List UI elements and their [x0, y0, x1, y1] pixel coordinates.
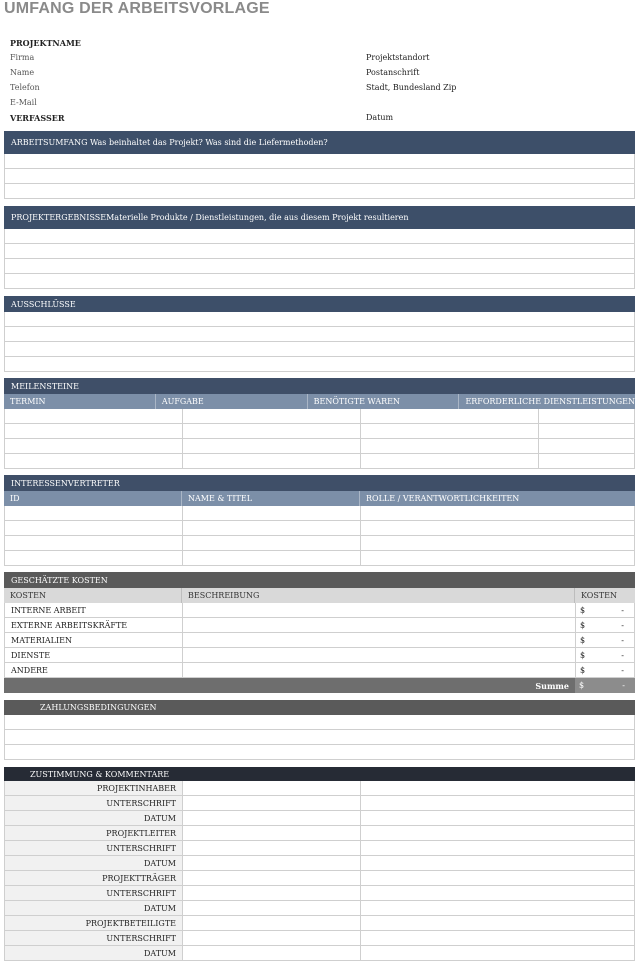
table-cell[interactable] [183, 439, 361, 453]
table-cell[interactable] [361, 409, 539, 423]
table-cell[interactable] [539, 409, 634, 423]
table-cell[interactable] [361, 536, 634, 550]
cost-amount: - [621, 620, 624, 630]
approval-row [4, 871, 635, 886]
project-name-label: PROJEKTNAME [10, 38, 81, 48]
approval-label: DATUM [5, 901, 183, 915]
milestones-rows [4, 409, 635, 469]
payment-row[interactable] [4, 715, 635, 730]
table-cell[interactable] [183, 506, 361, 520]
table-row [4, 424, 635, 439]
approval-input[interactable] [183, 826, 361, 840]
cost-value[interactable] [576, 663, 634, 677]
approval-label: UNTERSCHRIFT [5, 886, 183, 900]
cost-amount: - [621, 665, 624, 675]
exclusions-rows [4, 312, 635, 372]
table-cell[interactable] [183, 424, 361, 438]
table-cell[interactable] [361, 521, 634, 535]
approval-label: UNTERSCHRIFT [5, 931, 183, 945]
cost-value[interactable] [576, 603, 634, 617]
cost-value[interactable] [576, 633, 634, 647]
cost-label: INTERNE ARBEIT [5, 603, 183, 617]
table-cell[interactable] [5, 551, 183, 565]
approval-row [4, 856, 635, 871]
table-cell[interactable] [183, 454, 361, 468]
approval-comment[interactable] [361, 871, 634, 885]
cost-description[interactable] [183, 648, 576, 662]
currency-symbol: $ [580, 605, 586, 615]
cost-label: EXTERNE ARBEITSKRÄFTE [5, 618, 183, 632]
approval-input[interactable] [183, 811, 361, 825]
column-erforderliche-dienstleistungen: ERFORDERLICHE DIENSTLEISTUNGEN [465, 397, 635, 406]
cost-row [4, 663, 635, 678]
column-name-titel: NAME & TITEL [182, 491, 360, 506]
cost-label: ANDERE [5, 663, 183, 677]
city-state-zip-field[interactable]: Stadt, Bundesland Zip [366, 83, 457, 92]
deliverables-row[interactable] [4, 259, 635, 274]
currency-symbol: $ [580, 635, 586, 645]
stakeholders-header: INTERESSENVERTRETER [4, 475, 635, 491]
approval-comment[interactable] [361, 886, 634, 900]
approval-label: PROJEKTBETEILIGTE [5, 916, 183, 930]
column-id: ID [4, 491, 182, 506]
approval-comment[interactable] [361, 946, 634, 960]
scope-row[interactable] [4, 184, 635, 199]
payment-terms-rows [4, 715, 635, 760]
postal-address-field[interactable]: Postanschrift [366, 68, 420, 77]
payment-terms-header: ZAHLUNGSBEDINGUNGEN [4, 700, 635, 715]
approval-row [4, 796, 635, 811]
column-benoetigte-waren: BENÖTIGTE WAREN [308, 394, 460, 409]
cost-row [4, 603, 635, 618]
table-cell[interactable] [5, 454, 183, 468]
cost-description[interactable] [183, 633, 576, 647]
table-cell[interactable] [5, 409, 183, 423]
payment-row[interactable] [4, 730, 635, 745]
approval-row [4, 946, 635, 961]
currency-symbol: $ [580, 650, 586, 660]
table-row [4, 439, 635, 454]
approval-header: ZUSTIMMUNG & KOMMENTARE [4, 767, 635, 781]
column-beschreibung: BESCHREIBUNG [182, 588, 575, 603]
scope-header: ARBEITSUMFANG Was beinhaltet das Projekt? Was sind die Liefermethoden? [4, 131, 635, 154]
column-kosten: KOSTEN [4, 588, 182, 603]
cost-description[interactable] [183, 618, 576, 632]
approval-row [4, 841, 635, 856]
table-cell[interactable] [5, 439, 183, 453]
table-row [4, 409, 635, 424]
name-field[interactable]: Name [10, 68, 35, 77]
approval-input[interactable] [183, 901, 361, 915]
column-aufgabe: AUFGABE [156, 394, 308, 409]
table-cell[interactable] [183, 551, 361, 565]
deliverables-row[interactable] [4, 274, 635, 289]
exclusions-row[interactable] [4, 342, 635, 357]
table-cell[interactable] [5, 424, 183, 438]
table-cell[interactable] [361, 439, 539, 453]
approval-row [4, 781, 635, 796]
table-row [4, 551, 635, 566]
approval-row [4, 916, 635, 931]
deliverables-header: PROJEKTERGEBNISSEMaterielle Produkte / Dienstleistungen, die aus diesem Projekt resultieren [4, 206, 635, 229]
deliverables-rows [4, 229, 635, 289]
column-termin: TERMIN [4, 394, 156, 409]
approval-comment[interactable] [361, 931, 634, 945]
cost-label: MATERIALIEN [5, 633, 183, 647]
approval-comment[interactable] [361, 841, 634, 855]
approval-input[interactable] [183, 931, 361, 945]
currency-symbol: $ [580, 620, 586, 630]
table-cell[interactable] [361, 551, 634, 565]
table-cell[interactable] [5, 536, 183, 550]
scope-row[interactable] [4, 169, 635, 184]
approval-row [4, 886, 635, 901]
approval-input[interactable] [183, 916, 361, 930]
approval-comment[interactable] [361, 916, 634, 930]
approval-label: DATUM [5, 811, 183, 825]
approval-input[interactable] [183, 781, 361, 795]
approval-comment[interactable] [361, 781, 634, 795]
milestones-header: MEILENSTEINE [4, 378, 635, 394]
currency-symbol: $ [580, 665, 586, 675]
table-cell[interactable] [361, 454, 539, 468]
cost-row [4, 618, 635, 633]
table-row [4, 506, 635, 521]
deliverables-row[interactable] [4, 229, 635, 244]
table-cell[interactable] [539, 424, 634, 438]
table-cell[interactable] [5, 521, 183, 535]
table-cell[interactable] [361, 506, 634, 520]
scope-rows [4, 154, 635, 199]
table-cell[interactable] [183, 409, 361, 423]
column-rolle: ROLLE / VERANTWORTLICHKEITEN [366, 494, 520, 503]
table-cell[interactable] [539, 439, 634, 453]
table-cell[interactable] [539, 454, 634, 468]
sum-value [575, 678, 635, 693]
table-row [4, 536, 635, 551]
cost-row [4, 648, 635, 663]
approval-row [4, 826, 635, 841]
approval-comment[interactable] [361, 811, 634, 825]
approval-input[interactable] [183, 796, 361, 810]
author-label: VERFASSER [10, 113, 65, 123]
approval-row [4, 811, 635, 826]
approval-comment[interactable] [361, 856, 634, 870]
approval-row [4, 931, 635, 946]
exclusions-row[interactable] [4, 357, 635, 372]
approval-comment[interactable] [361, 826, 634, 840]
approval-comment[interactable] [361, 901, 634, 915]
table-cell[interactable] [183, 536, 361, 550]
table-row [4, 521, 635, 536]
approval-comment[interactable] [361, 796, 634, 810]
approval-label: UNTERSCHRIFT [5, 841, 183, 855]
sum-amount: - [622, 681, 625, 690]
exclusions-row[interactable] [4, 312, 635, 327]
exclusions-row[interactable] [4, 327, 635, 342]
approval-row [4, 901, 635, 916]
approval-input[interactable] [183, 841, 361, 855]
approval-label: UNTERSCHRIFT [5, 796, 183, 810]
stakeholders-column-header [4, 491, 635, 506]
table-cell[interactable] [183, 521, 361, 535]
currency-symbol: $ [579, 681, 585, 690]
approval-label: DATUM [5, 856, 183, 870]
exclusions-header: AUSSCHLÜSSE [4, 296, 635, 312]
phone-field[interactable]: Telefon [10, 83, 40, 92]
cost-label: DIENSTE [5, 648, 183, 662]
approval-input[interactable] [183, 871, 361, 885]
cost-value[interactable] [576, 648, 634, 662]
cost-value[interactable] [576, 618, 634, 632]
sum-label: Summe [535, 680, 569, 691]
deliverables-row[interactable] [4, 244, 635, 259]
cost-amount: - [621, 605, 624, 615]
column-kosten-value: KOSTEN [581, 591, 617, 600]
approval-input[interactable] [183, 856, 361, 870]
table-cell[interactable] [361, 424, 539, 438]
approval-label: DATUM [5, 946, 183, 960]
project-location-field[interactable]: Projektstandort [366, 53, 430, 62]
table-row [4, 454, 635, 469]
stakeholders-rows [4, 506, 635, 566]
approval-rows [4, 781, 635, 961]
page-title: UMFANG DER ARBEITSVORLAGE [4, 0, 270, 17]
date-field[interactable]: Datum [366, 113, 394, 122]
company-field[interactable]: Firma [10, 53, 35, 62]
approval-input[interactable] [183, 886, 361, 900]
approval-input[interactable] [183, 946, 361, 960]
costs-rows [4, 603, 635, 678]
cost-description[interactable] [183, 603, 576, 617]
milestones-column-header [4, 394, 635, 409]
approval-label: PROJEKTLEITER [5, 826, 183, 840]
approval-label: PROJEKTTRÄGER [5, 871, 183, 885]
cost-row [4, 633, 635, 648]
payment-row[interactable] [4, 745, 635, 760]
costs-column-header [4, 588, 635, 603]
cost-amount: - [621, 650, 624, 660]
cost-sum-row [4, 678, 635, 693]
costs-header: GESCHÄTZTE KOSTEN [4, 572, 635, 588]
email-field[interactable]: E-Mail [10, 98, 37, 107]
cost-description[interactable] [183, 663, 576, 677]
table-cell[interactable] [5, 506, 183, 520]
cost-amount: - [621, 635, 624, 645]
scope-row[interactable] [4, 154, 635, 169]
approval-label: PROJEKTINHABER [5, 781, 183, 795]
